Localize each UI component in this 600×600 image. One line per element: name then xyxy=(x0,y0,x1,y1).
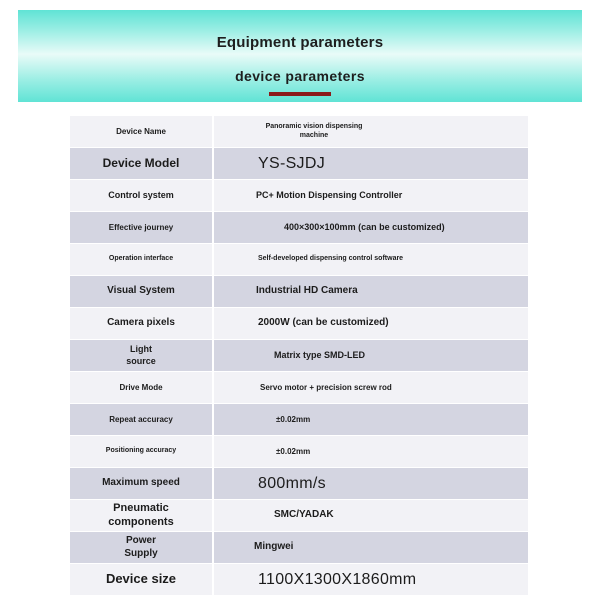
spec-label: Device Model xyxy=(70,148,214,179)
spec-label: Positioning accuracy xyxy=(70,436,214,467)
page-title: Equipment parameters xyxy=(216,34,384,51)
spec-row-operation-interface xyxy=(70,244,528,275)
spec-label: Light source xyxy=(70,340,214,371)
spec-label: Visual System xyxy=(70,276,214,307)
spec-row-effective-journey xyxy=(70,212,528,243)
spec-value: Matrix type SMD-LED xyxy=(274,349,366,360)
spec-label: Operation interface xyxy=(70,244,214,275)
spec-row-device-name xyxy=(70,116,528,147)
spec-row-visual-system xyxy=(70,276,528,307)
spec-row-device-size xyxy=(70,564,528,595)
spec-row-device-model xyxy=(70,148,528,179)
spec-label: Control system xyxy=(70,180,214,211)
spec-label: Effective journey xyxy=(70,212,214,243)
spec-row-light-source xyxy=(70,340,528,371)
subtitle-underline xyxy=(269,92,331,96)
spec-value: Mingwei xyxy=(254,541,294,553)
spec-value: 1100X1300X1860mm xyxy=(258,570,417,588)
spec-value: Servo motor + precision screw rod xyxy=(260,382,392,392)
spec-row-camera-pixels xyxy=(70,308,528,339)
spec-value: 2000W (can be customized) xyxy=(258,317,389,329)
spec-row-power-supply xyxy=(70,532,528,563)
spec-value: Self-developed dispensing control software xyxy=(258,255,404,263)
spec-label: Power Supply xyxy=(70,532,214,563)
spec-value: ±0.02mm xyxy=(276,446,311,456)
spec-value: ±0.02mm xyxy=(276,414,311,424)
spec-value: 400×300×100mm (can be customized) xyxy=(284,221,445,232)
spec-row-positioning-accuracy xyxy=(70,436,528,467)
header-banner xyxy=(18,10,582,102)
page-subtitle: device parameters xyxy=(235,68,365,84)
spec-label: Device size xyxy=(70,564,214,595)
spec-value: YS-SJDJ xyxy=(258,154,325,172)
spec-row-drive-mode xyxy=(70,372,528,403)
spec-value: Panoramic vision dispensing machine xyxy=(265,122,363,139)
spec-label: Drive Mode xyxy=(70,372,214,403)
spec-label: Pneumatic components xyxy=(70,500,214,531)
spec-value: PC+ Motion Dispensing Controller xyxy=(256,189,403,200)
spec-row-maximum-speed xyxy=(70,468,528,499)
spec-value: Industrial HD Camera xyxy=(256,285,358,297)
spec-table xyxy=(70,116,528,595)
spec-value: 800mm/s xyxy=(258,474,326,492)
spec-row-control-system xyxy=(70,180,528,211)
spec-label: Maximum speed xyxy=(70,468,214,499)
spec-label: Repeat accuracy xyxy=(70,404,214,435)
spec-row-pneumatic-components xyxy=(70,500,528,531)
spec-row-repeat-accuracy xyxy=(70,404,528,435)
spec-label: Device Name xyxy=(70,116,214,147)
spec-label: Camera pixels xyxy=(70,308,214,339)
spec-value: SMC/YADAK xyxy=(274,509,334,521)
